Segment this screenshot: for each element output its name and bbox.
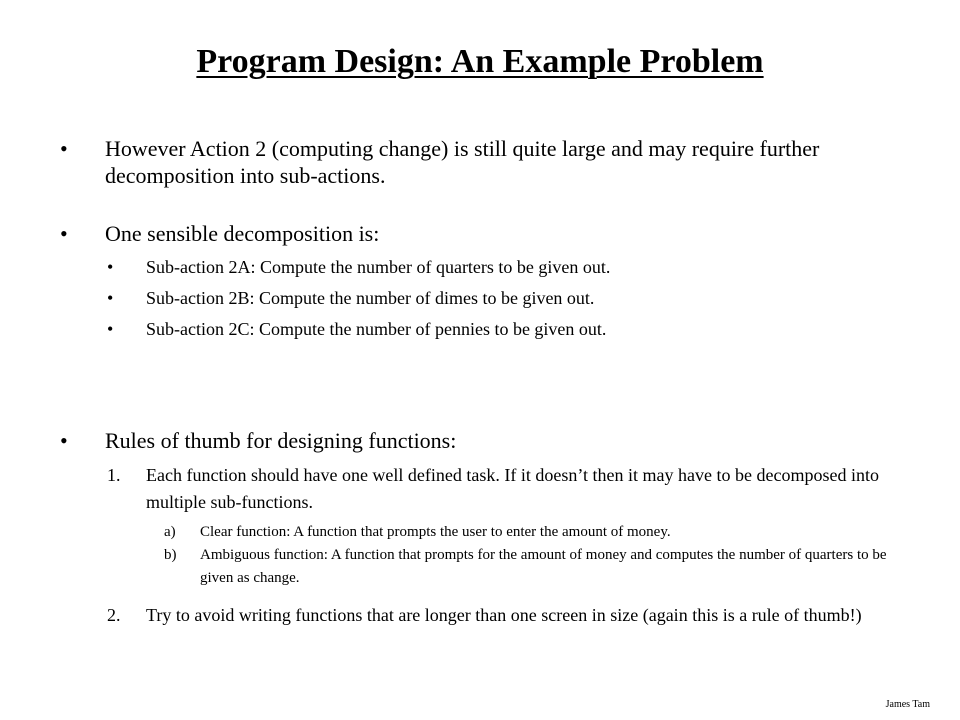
bullet-1 bbox=[0, 135, 960, 189]
sub-bullet-text: Sub-action 2B: Compute the number of dimes to be given out. bbox=[146, 288, 595, 308]
sub-bullet-mark: • bbox=[107, 257, 114, 277]
bullet-mark: • bbox=[60, 428, 68, 453]
slide-title bbox=[0, 40, 960, 84]
example-text: Ambiguous function: A function that prompts for the amount of money and computes the number of quarters to be given as change. bbox=[200, 547, 887, 586]
bullet-1-text: However Action 2 (computing change) is still quite large and may require further decomposition into sub-actions. bbox=[105, 136, 820, 188]
rule-text: Try to avoid writing functions that are longer than one screen in size (again this is a rule of thumb!) bbox=[146, 605, 862, 625]
rule-1-example-b bbox=[0, 544, 960, 590]
bullet-2-text: One sensible decomposition is: bbox=[105, 221, 380, 246]
slide-title-text: Program Design: An Example Problem bbox=[196, 43, 764, 80]
sub-bullet-mark: • bbox=[107, 288, 114, 308]
sub-bullet-text: Sub-action 2C: Compute the number of pennies to be given out. bbox=[146, 319, 607, 339]
bullet-3 bbox=[0, 427, 960, 454]
bullet-2 bbox=[0, 220, 960, 247]
example-text: Clear function: A function that prompts the user to enter the amount of money. bbox=[200, 524, 671, 540]
sub-bullet-2b bbox=[0, 287, 960, 310]
rule-1 bbox=[0, 462, 960, 516]
bullet-mark: • bbox=[60, 136, 68, 161]
bullet-mark: • bbox=[60, 221, 68, 246]
rule-text: Each function should have one well defined task. If it doesn’t then it may have to be decomposed into multiple sub-functions. bbox=[146, 465, 879, 512]
sub-bullet-2a bbox=[0, 256, 960, 279]
example-letter: a) bbox=[164, 524, 176, 540]
sub-bullet-2c bbox=[0, 318, 960, 341]
sub-bullet-text: Sub-action 2A: Compute the number of quarters to be given out. bbox=[146, 257, 611, 277]
bullet-3-text: Rules of thumb for designing functions: bbox=[105, 428, 457, 453]
author-footer: James Tam bbox=[885, 699, 930, 710]
example-letter: b) bbox=[164, 547, 177, 563]
rule-1-example-a bbox=[0, 521, 960, 544]
rule-number: 2. bbox=[107, 605, 121, 625]
rule-2 bbox=[0, 602, 960, 629]
sub-bullet-mark: • bbox=[107, 319, 114, 339]
rule-number: 1. bbox=[107, 465, 121, 485]
